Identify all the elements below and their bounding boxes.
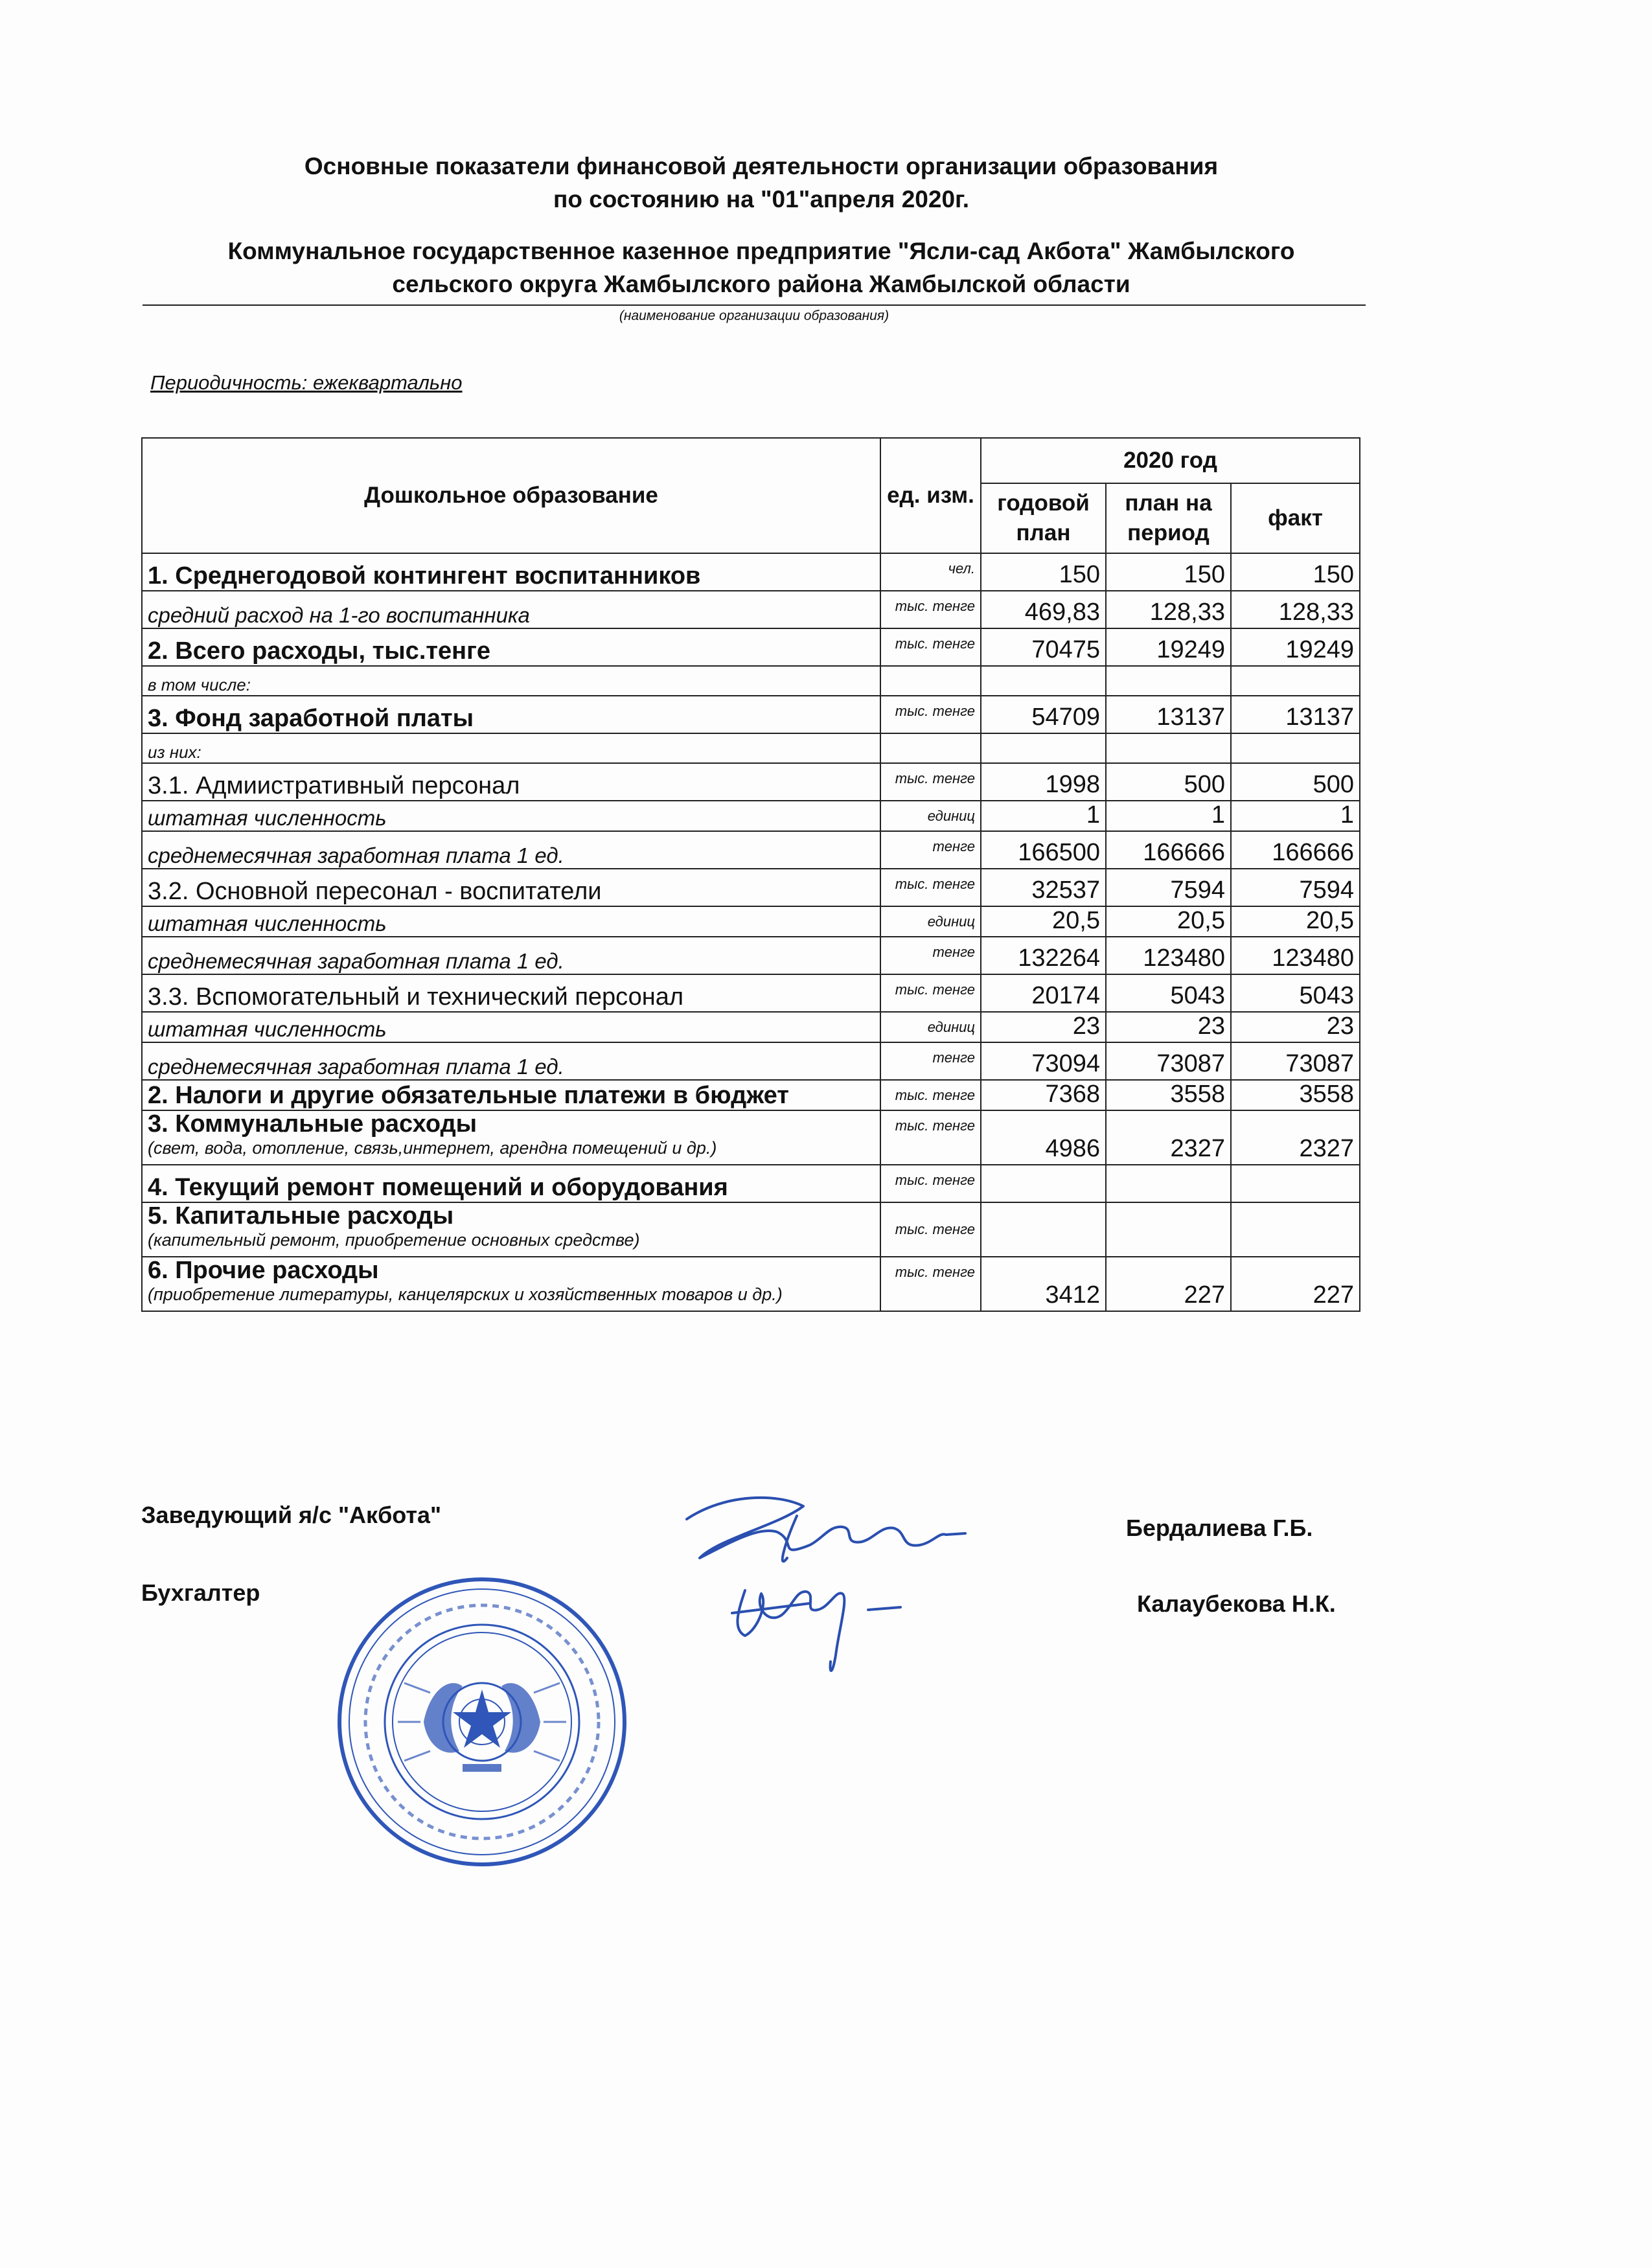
report-title: Основные показатели финансовой деятельности организации образования xyxy=(304,153,1219,179)
row-label xyxy=(142,831,880,869)
row-annual-value: 23 xyxy=(981,1012,1106,1042)
header-annual-plan: годовой план xyxy=(981,483,1106,553)
row-fact-value xyxy=(1231,1165,1360,1202)
row-label-text: штатная численность xyxy=(148,911,387,935)
row-period-value: 23 xyxy=(1106,1012,1231,1042)
row-annual-value: 132264 xyxy=(981,937,1106,974)
row-fact-value: 13137 xyxy=(1231,696,1360,733)
row-period-value: 20,5 xyxy=(1106,906,1231,937)
row-fact-value: 500 xyxy=(1231,763,1360,801)
row-fact-value: 123480 xyxy=(1231,937,1360,974)
accountant-name: Калаубекова Н.К. xyxy=(1137,1590,1336,1617)
row-fact-value: 150 xyxy=(1231,553,1360,591)
row-label xyxy=(142,869,880,906)
table-row xyxy=(142,666,1360,696)
row-label xyxy=(142,696,880,733)
row-label xyxy=(142,1257,880,1311)
row-period-value: 5043 xyxy=(1106,974,1231,1012)
row-fact-value xyxy=(1231,1202,1360,1257)
row-unit: тыс. тенге xyxy=(880,1165,981,1202)
row-unit: тыс. тенге xyxy=(880,763,981,801)
table-row xyxy=(142,1165,1360,1202)
handwritten-signatures xyxy=(648,1480,985,1688)
row-unit: тенге xyxy=(880,937,981,974)
row-label-note: (капительный ремонт, приобретение основных средстве) xyxy=(148,1230,640,1250)
row-period-value: 128,33 xyxy=(1106,591,1231,628)
row-fact-value: 1 xyxy=(1231,801,1360,831)
row-fact-value: 128,33 xyxy=(1231,591,1360,628)
row-unit: тыс. тенге xyxy=(880,1257,981,1311)
row-label-text: среднемесячная заработная плата 1 ед. xyxy=(148,949,564,973)
row-period-value: 123480 xyxy=(1106,937,1231,974)
row-unit: тыс. тенге xyxy=(880,869,981,906)
row-period-value: 150 xyxy=(1106,553,1231,591)
row-annual-value: 54709 xyxy=(981,696,1106,733)
table-row xyxy=(142,553,1360,591)
row-unit: тыс. тенге xyxy=(880,1202,981,1257)
row-fact-value: 23 xyxy=(1231,1012,1360,1042)
row-period-value xyxy=(1106,666,1231,696)
organization-name-line1: Коммунальное государственное казенное предприятие "Ясли-сад Акбота" Жамбылского xyxy=(227,238,1295,264)
row-fact-value: 5043 xyxy=(1231,974,1360,1012)
row-label-text: 4. Текущий ремонт помещений и оборудования xyxy=(148,1174,728,1201)
table-row xyxy=(142,696,1360,733)
row-period-value: 1 xyxy=(1106,801,1231,831)
row-unit xyxy=(880,733,981,763)
table-row xyxy=(142,733,1360,763)
row-label xyxy=(142,1042,880,1080)
header-section: Дошкольное образование xyxy=(142,438,880,553)
row-period-value: 500 xyxy=(1106,763,1231,801)
row-unit: тыс. тенге xyxy=(880,974,981,1012)
row-period-value: 227 xyxy=(1106,1257,1231,1311)
row-unit: чел. xyxy=(880,553,981,591)
row-unit: тыс. тенге xyxy=(880,1080,981,1110)
organization-caption: (наименование организации образования) xyxy=(619,308,889,323)
row-label-text: 3. Фонд заработной платы xyxy=(148,705,474,732)
row-fact-value xyxy=(1231,733,1360,763)
row-label-note: (свет, вода, отопление, связь,интернет, арендна помещений и др.) xyxy=(148,1138,717,1158)
table-row xyxy=(142,591,1360,628)
row-label xyxy=(142,1110,880,1165)
row-annual-value: 1998 xyxy=(981,763,1106,801)
report-date: по состоянию на "01"апреля 2020г. xyxy=(553,186,970,212)
row-fact-value: 2327 xyxy=(1231,1110,1360,1165)
row-fact-value xyxy=(1231,666,1360,696)
row-unit: тыс. тенге xyxy=(880,591,981,628)
row-annual-value: 70475 xyxy=(981,628,1106,666)
row-label-note: (приобретение литературы, канцелярских и хозяйственных товаров и др.) xyxy=(148,1285,783,1304)
row-annual-value xyxy=(981,1165,1106,1202)
table-row xyxy=(142,1080,1360,1110)
row-unit xyxy=(880,666,981,696)
row-period-value: 13137 xyxy=(1106,696,1231,733)
row-label-text: 1. Среднегодовой контингент воспитанников xyxy=(148,562,701,590)
row-fact-value: 166666 xyxy=(1231,831,1360,869)
row-label xyxy=(142,937,880,974)
row-label xyxy=(142,1165,880,1202)
row-fact-value: 73087 xyxy=(1231,1042,1360,1080)
row-period-value xyxy=(1106,1202,1231,1257)
row-period-value: 19249 xyxy=(1106,628,1231,666)
row-period-value: 2327 xyxy=(1106,1110,1231,1165)
row-annual-value: 20,5 xyxy=(981,906,1106,937)
table-row xyxy=(142,628,1360,666)
row-label-text: 3.2. Основной пересонал - воспитатели xyxy=(148,878,602,905)
table-row xyxy=(142,801,1360,831)
row-period-value: 7594 xyxy=(1106,869,1231,906)
table-row xyxy=(142,906,1360,937)
row-label-text: среднемесячная заработная плата 1 ед. xyxy=(148,843,564,867)
row-period-value xyxy=(1106,733,1231,763)
row-period-value: 73087 xyxy=(1106,1042,1231,1080)
row-label-text: средний расход на 1-го воспитанника xyxy=(148,603,530,627)
accountant-title: Бухгалтер xyxy=(141,1579,260,1606)
row-annual-value: 3412 xyxy=(981,1257,1106,1311)
row-label xyxy=(142,763,880,801)
row-unit: тенге xyxy=(880,1042,981,1080)
row-unit: единиц xyxy=(880,906,981,937)
table-row xyxy=(142,763,1360,801)
row-unit: тыс. тенге xyxy=(880,1110,981,1165)
row-unit: тыс. тенге xyxy=(880,628,981,666)
row-fact-value: 19249 xyxy=(1231,628,1360,666)
header-unit: ед. изм. xyxy=(880,438,981,553)
row-annual-value: 469,83 xyxy=(981,591,1106,628)
row-label-text: 5. Капитальные расходы xyxy=(148,1202,454,1230)
row-label-text: из них: xyxy=(148,742,201,762)
row-label xyxy=(142,553,880,591)
row-label xyxy=(142,591,880,628)
row-label-text: среднемесячная заработная плата 1 ед. xyxy=(148,1055,564,1079)
row-unit: тенге xyxy=(880,831,981,869)
row-label xyxy=(142,906,880,937)
row-label xyxy=(142,666,880,696)
row-label-text: 3. Коммунальные расходы xyxy=(148,1110,477,1138)
official-stamp xyxy=(333,1573,631,1871)
row-label-text: 2. Всего расходы, тыс.тенге xyxy=(148,637,491,665)
row-label-text: штатная численность xyxy=(148,1017,387,1041)
row-label-text: в том числе: xyxy=(148,675,251,694)
row-annual-value: 73094 xyxy=(981,1042,1106,1080)
row-annual-value: 166500 xyxy=(981,831,1106,869)
row-fact-value: 227 xyxy=(1231,1257,1360,1311)
row-label xyxy=(142,628,880,666)
table-row xyxy=(142,1257,1360,1311)
row-annual-value: 1 xyxy=(981,801,1106,831)
row-label-text: штатная численность xyxy=(148,806,387,830)
row-fact-value: 3558 xyxy=(1231,1080,1360,1110)
row-annual-value: 32537 xyxy=(981,869,1106,906)
row-label xyxy=(142,974,880,1012)
row-unit: единиц xyxy=(880,1012,981,1042)
row-annual-value xyxy=(981,666,1106,696)
organization-name-line2: сельского округа Жамбылского района Жамбылской области xyxy=(392,271,1130,297)
row-period-value: 166666 xyxy=(1106,831,1231,869)
row-label xyxy=(142,1012,880,1042)
row-label-text: 6. Прочие расходы xyxy=(148,1257,379,1284)
row-label xyxy=(142,733,880,763)
table-row xyxy=(142,937,1360,974)
header-period-plan: план на период xyxy=(1106,483,1231,553)
financial-indicators-table xyxy=(141,437,1360,1312)
row-unit: единиц xyxy=(880,801,981,831)
row-label-text: 3.1. Адмиистративный персонал xyxy=(148,772,520,799)
row-annual-value xyxy=(981,733,1106,763)
row-annual-value xyxy=(981,1202,1106,1257)
row-period-value xyxy=(1106,1165,1231,1202)
row-annual-value: 4986 xyxy=(981,1110,1106,1165)
row-label-text: 3.3. Вспомогательный и технический персонал xyxy=(148,983,684,1011)
table-row xyxy=(142,1110,1360,1165)
row-fact-value: 20,5 xyxy=(1231,906,1360,937)
table-row xyxy=(142,1202,1360,1257)
row-label xyxy=(142,801,880,831)
table-row xyxy=(142,974,1360,1012)
row-annual-value: 7368 xyxy=(981,1080,1106,1110)
row-label xyxy=(142,1080,880,1110)
row-label xyxy=(142,1202,880,1257)
row-unit: тыс. тенге xyxy=(880,696,981,733)
row-period-value: 3558 xyxy=(1106,1080,1231,1110)
table-row xyxy=(142,869,1360,906)
head-title: Заведующий я/с "Акбота" xyxy=(141,1502,442,1528)
table-row xyxy=(142,831,1360,869)
header-fact: факт xyxy=(1231,483,1360,553)
row-annual-value: 150 xyxy=(981,553,1106,591)
periodicity-label: Периодичность: ежеквартально xyxy=(150,371,463,394)
row-label-text: 2. Налоги и другие обязательные платежи в бюджет xyxy=(148,1082,789,1109)
row-annual-value: 20174 xyxy=(981,974,1106,1012)
header-year: 2020 год xyxy=(981,438,1360,483)
table-row xyxy=(142,1012,1360,1042)
head-name: Бердалиева Г.Б. xyxy=(1126,1515,1313,1541)
row-fact-value: 7594 xyxy=(1231,869,1360,906)
table-row xyxy=(142,1042,1360,1080)
organization-underline xyxy=(143,304,1366,306)
